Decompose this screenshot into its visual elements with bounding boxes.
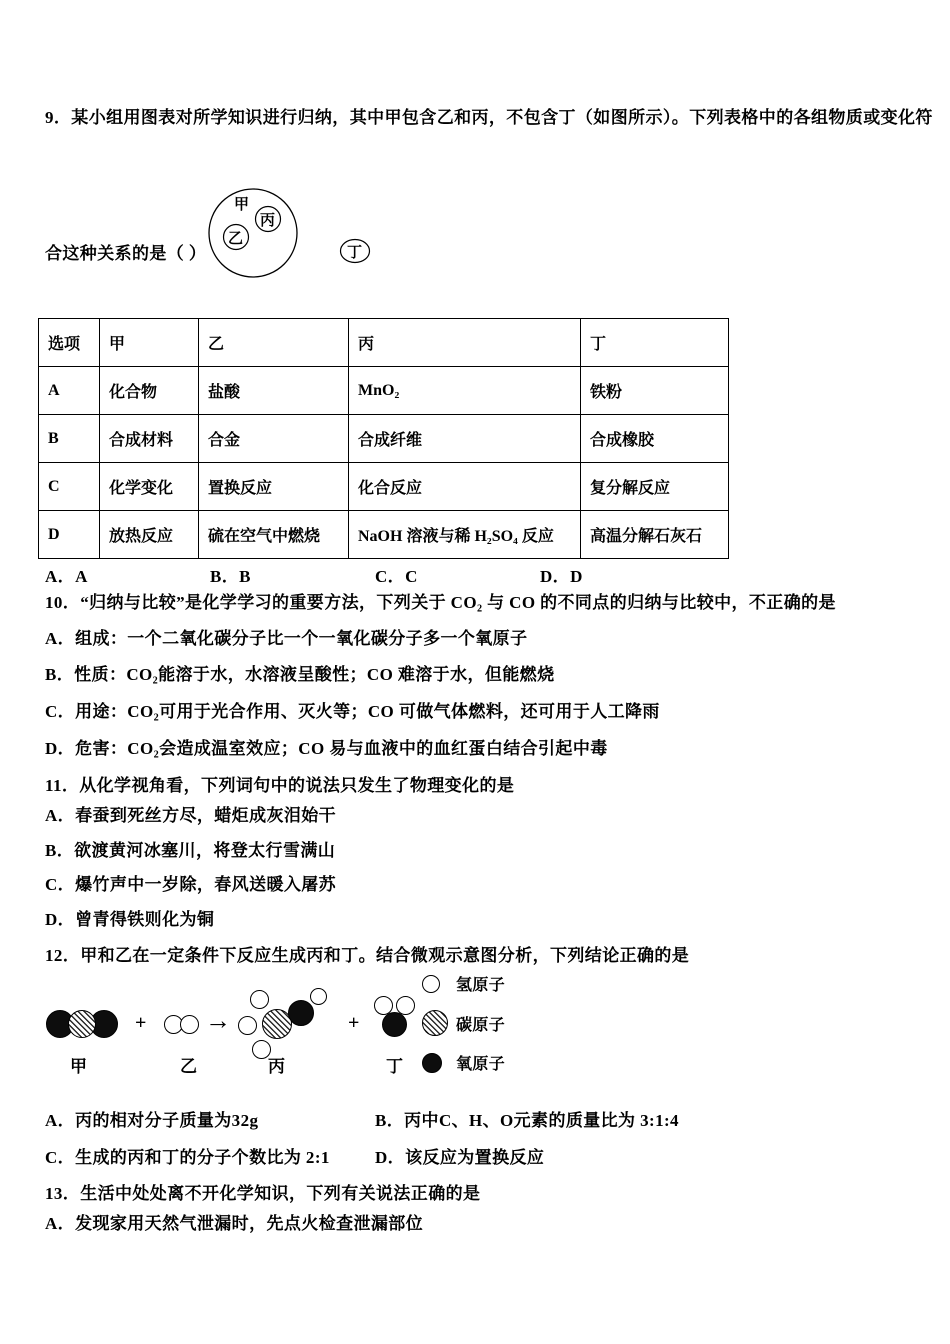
venn-inner-left-label: 乙 (228, 231, 244, 247)
col-header-yi: 乙 (199, 319, 349, 367)
cell: 放热反应 (100, 511, 199, 559)
cell: 化学变化 (100, 463, 199, 511)
q9-answer-c: C．C (375, 567, 418, 586)
q10-option-b: B．性质：CO₂能溶于水，水溶液呈酸性；CO 难溶于水，但能燃烧 (45, 665, 555, 684)
venn-outer-circle (209, 189, 297, 277)
carbon-atom-icon (68, 1010, 96, 1038)
q12-stem: 12．甲和乙在一定条件下反应生成丙和丁。结合微观示意图分析，下列结论正确的是 (45, 946, 690, 965)
q9-options-table (38, 318, 729, 559)
hydrogen-atom-icon (250, 990, 269, 1009)
oxygen-atom-icon (382, 1012, 407, 1037)
venn-inner-right-label: 丙 (260, 213, 276, 229)
legend-label: 碳原子 (456, 1016, 506, 1034)
cell: 高温分解石灰石 (581, 511, 729, 559)
q12-option-a: A．丙的相对分子质量为32g (45, 1111, 259, 1130)
hydrogen-atom-icon (422, 975, 440, 993)
plus-sign: + (135, 1012, 147, 1034)
venn-separate-label: 丁 (347, 245, 363, 261)
col-header-ding: 丁 (581, 319, 729, 367)
q9-stem-line2: 合这种关系的是（ ） (45, 244, 207, 263)
col-header-option: 选项 (39, 319, 100, 367)
plus-sign: + (348, 1012, 360, 1034)
q9-answer-d: D．D (540, 567, 583, 586)
molecule-label-bing: 丙 (268, 1057, 285, 1076)
hydrogen-atom-icon (180, 1015, 199, 1034)
cell: 复分解反应 (581, 463, 729, 511)
cell: 硫在空气中燃烧 (199, 511, 349, 559)
table-row-c (39, 463, 729, 511)
q9-stem-line1: 9．某小组用图表对所学知识进行归纳，其中甲包含乙和丙，不包含丁（如图所示）。下列表格中的各组物质或变化符 (45, 108, 933, 127)
table-row-d (39, 511, 729, 559)
q11-option-d: D．曾青得铁则化为铜 (45, 910, 215, 929)
cell: MnO₂ (349, 367, 581, 415)
oxygen-atom-icon (422, 1053, 442, 1073)
q10-option-d: D．危害：CO₂会造成温室效应；CO 易与血液中的血红蛋白结合引起中毒 (45, 739, 608, 758)
q9-answer-a: A．A (45, 567, 88, 586)
q12-option-b: B．丙中C、H、O元素的质量比为 3:1:4 (375, 1111, 679, 1130)
q13-option-a: A．发现家用天然气泄漏时，先点火检查泄漏部位 (45, 1214, 424, 1233)
hydrogen-atom-icon (238, 1016, 257, 1035)
q10-option-a: A．组成：一个二氧化碳分子比一个一氧化碳分子多一个氧原子 (45, 629, 528, 648)
molecule-label-yi: 乙 (180, 1057, 197, 1076)
cell: 合成橡胶 (581, 415, 729, 463)
col-header-jia: 甲 (100, 319, 199, 367)
molecule-label-jia: 甲 (70, 1057, 87, 1076)
legend-label: 氢原子 (456, 977, 506, 994)
cell: 化合物 (100, 367, 199, 415)
q12-option-c: C．生成的丙和丁的分子个数比为 2:1 (45, 1148, 330, 1167)
molecule-label-ding: 丁 (386, 1057, 403, 1076)
cell: 化合反应 (349, 463, 581, 511)
reaction-arrow: → (205, 1006, 231, 1035)
cell: NaOH 溶液与稀 H₂SO₄ 反应 (349, 511, 581, 559)
table-row-b (39, 415, 729, 463)
col-header-bing: 丙 (349, 319, 581, 367)
legend-row-hydrogen (422, 972, 505, 995)
carbon-atom-icon (422, 1010, 448, 1036)
q12-option-d: D．该反应为置换反应 (375, 1148, 545, 1167)
table-header-row (39, 319, 729, 367)
cell: A (39, 367, 100, 415)
legend-row-oxygen (422, 1051, 505, 1074)
q11-option-b: B．欲渡黄河冰塞川，将登太行雪满山 (45, 841, 336, 860)
q11-option-a: A．春蚕到死丝方尽，蜡炬成灰泪始干 (45, 806, 337, 825)
q11-option-c: C．爆竹声中一岁除，春风送暖入屠苏 (45, 875, 337, 894)
q12-micro-diagram (40, 988, 440, 1078)
q11-stem: 11．从化学视角看，下列词句中的说法只发生了物理变化的是 (45, 776, 515, 795)
q13-stem: 13．生活中处处离不开化学知识，下列有关说法正确的是 (45, 1184, 481, 1203)
q10-option-c: C．用途：CO₂可用于光合作用、灭火等；CO 可做气体燃料，还可用于人工降雨 (45, 702, 660, 721)
cell: 置换反应 (199, 463, 349, 511)
legend-row-carbon (422, 1010, 505, 1036)
cell: 铁粉 (581, 367, 729, 415)
q10-stem: 10．“归纳与比较”是化学学习的重要方法，下列关于 CO₂ 与 CO 的不同点的归纳与比较中，不正确的是 (45, 593, 836, 612)
oxygen-atom-icon (288, 1000, 314, 1026)
q9-answer-b: B．B (210, 567, 251, 586)
cell: 合成材料 (100, 415, 199, 463)
hydrogen-atom-icon (310, 988, 327, 1005)
q12-atom-legend (422, 972, 505, 1074)
cell: 合金 (199, 415, 349, 463)
cell: 盐酸 (199, 367, 349, 415)
legend-label: 氧原子 (456, 1056, 506, 1073)
q9-venn-diagram (203, 184, 383, 286)
cell: B (39, 415, 100, 463)
cell: C (39, 463, 100, 511)
venn-outer-label: 甲 (234, 197, 250, 213)
table-row-a (39, 367, 729, 415)
cell: 合成纤维 (349, 415, 581, 463)
cell: D (39, 511, 100, 559)
